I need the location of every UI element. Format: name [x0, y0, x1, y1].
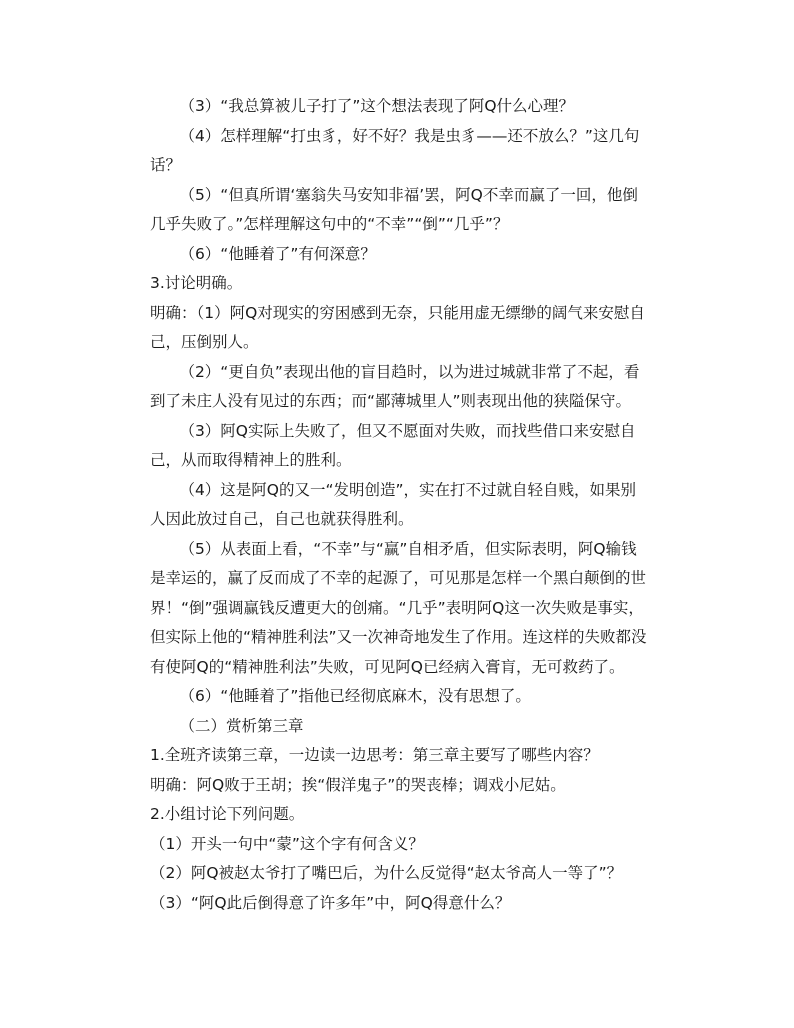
- question-4: （4）怎样理解“打虫豸，好不好？我是虫豸——还不放么？”这几句话？: [150, 126, 640, 174]
- answer-2: （2）“更自负”表现出他的盲目趋时，以为进过城就非常了不起，看到了未庄人没有见过的东西；而“鄙薄城里人”则表现出他的狭隘保守。: [150, 362, 640, 410]
- question-5: （5）“但真所谓‘塞翁失马安知非福’罢，阿Q不幸而赢了一回，他倒几乎失败了。”怎样理解这句中的“不幸”“倒”“几乎”？: [150, 185, 638, 233]
- discussion-question-3: （3）“阿Q此后倒得意了许多年”中，阿Q得意什么？: [150, 893, 511, 912]
- discussion-question-1: （1）开头一句中“蒙”这个字有何含义？: [150, 834, 424, 853]
- answer-6: （6）“他睡着了”指他已经彻底麻木，没有思想了。: [179, 687, 531, 705]
- chapter-3-answer: 明确：阿Q败于王胡；挨“假洋鬼子”的哭丧棒；调戏小尼姑。: [150, 775, 566, 794]
- document-body: [150, 92, 648, 918]
- answer-4: （4）这是阿Q的又一“发明创造”，实在打不过就自轻自贱，如果别人因此放过自己，自己也就获得胜利。: [150, 480, 637, 528]
- step-group-discussion: 2.小组讨论下列问题。: [150, 805, 305, 823]
- discussion-question-2: （2）阿Q被赵太爷打了嘴巴后，为什么反觉得“赵太爷高人一等了”？: [150, 864, 623, 882]
- question-6: （6）“他睡着了”有何深意？: [179, 244, 376, 263]
- step-read-chapter-3: 1.全班齐读第三章，一边读一边思考：第三章主要写了哪些内容？: [150, 746, 599, 764]
- answer-5: （5）从表面上看，“不幸”与“赢”自相矛盾，但实际表明，阿Q输钱是幸运的，赢了反而成了不幸的起源了，可见那是怎样一个黑白颠倒的世界！“倒”强调赢钱反遭更大的创痛。“几乎”表明阿Q这一次失败是事实，但实际上他的“精神胜利法”又一次神奇地发生了作用。连这样的失败都没有使阿Q的“精神胜利法”失败，可见阿Q已经病入膏肓，无可救药了。: [150, 539, 647, 676]
- question-3: （3）“我总算被儿子打了”这个想法表现了阿Q什么心理？: [179, 97, 575, 115]
- answer-3: （3）阿Q实际上失败了，但又不愿面对失败，而找些借口来安慰自己，从而取得精神上的胜利。: [150, 421, 636, 469]
- step-discuss-heading: 3.讨论明确。: [150, 274, 243, 292]
- answer-1: 明确：（1）阿Q对现实的穷困感到无奈，只能用虚无缥缈的阔气来安慰自己，压倒别人。: [150, 303, 645, 351]
- section-heading-chapter-3: （二）赏析第三章: [179, 716, 304, 735]
